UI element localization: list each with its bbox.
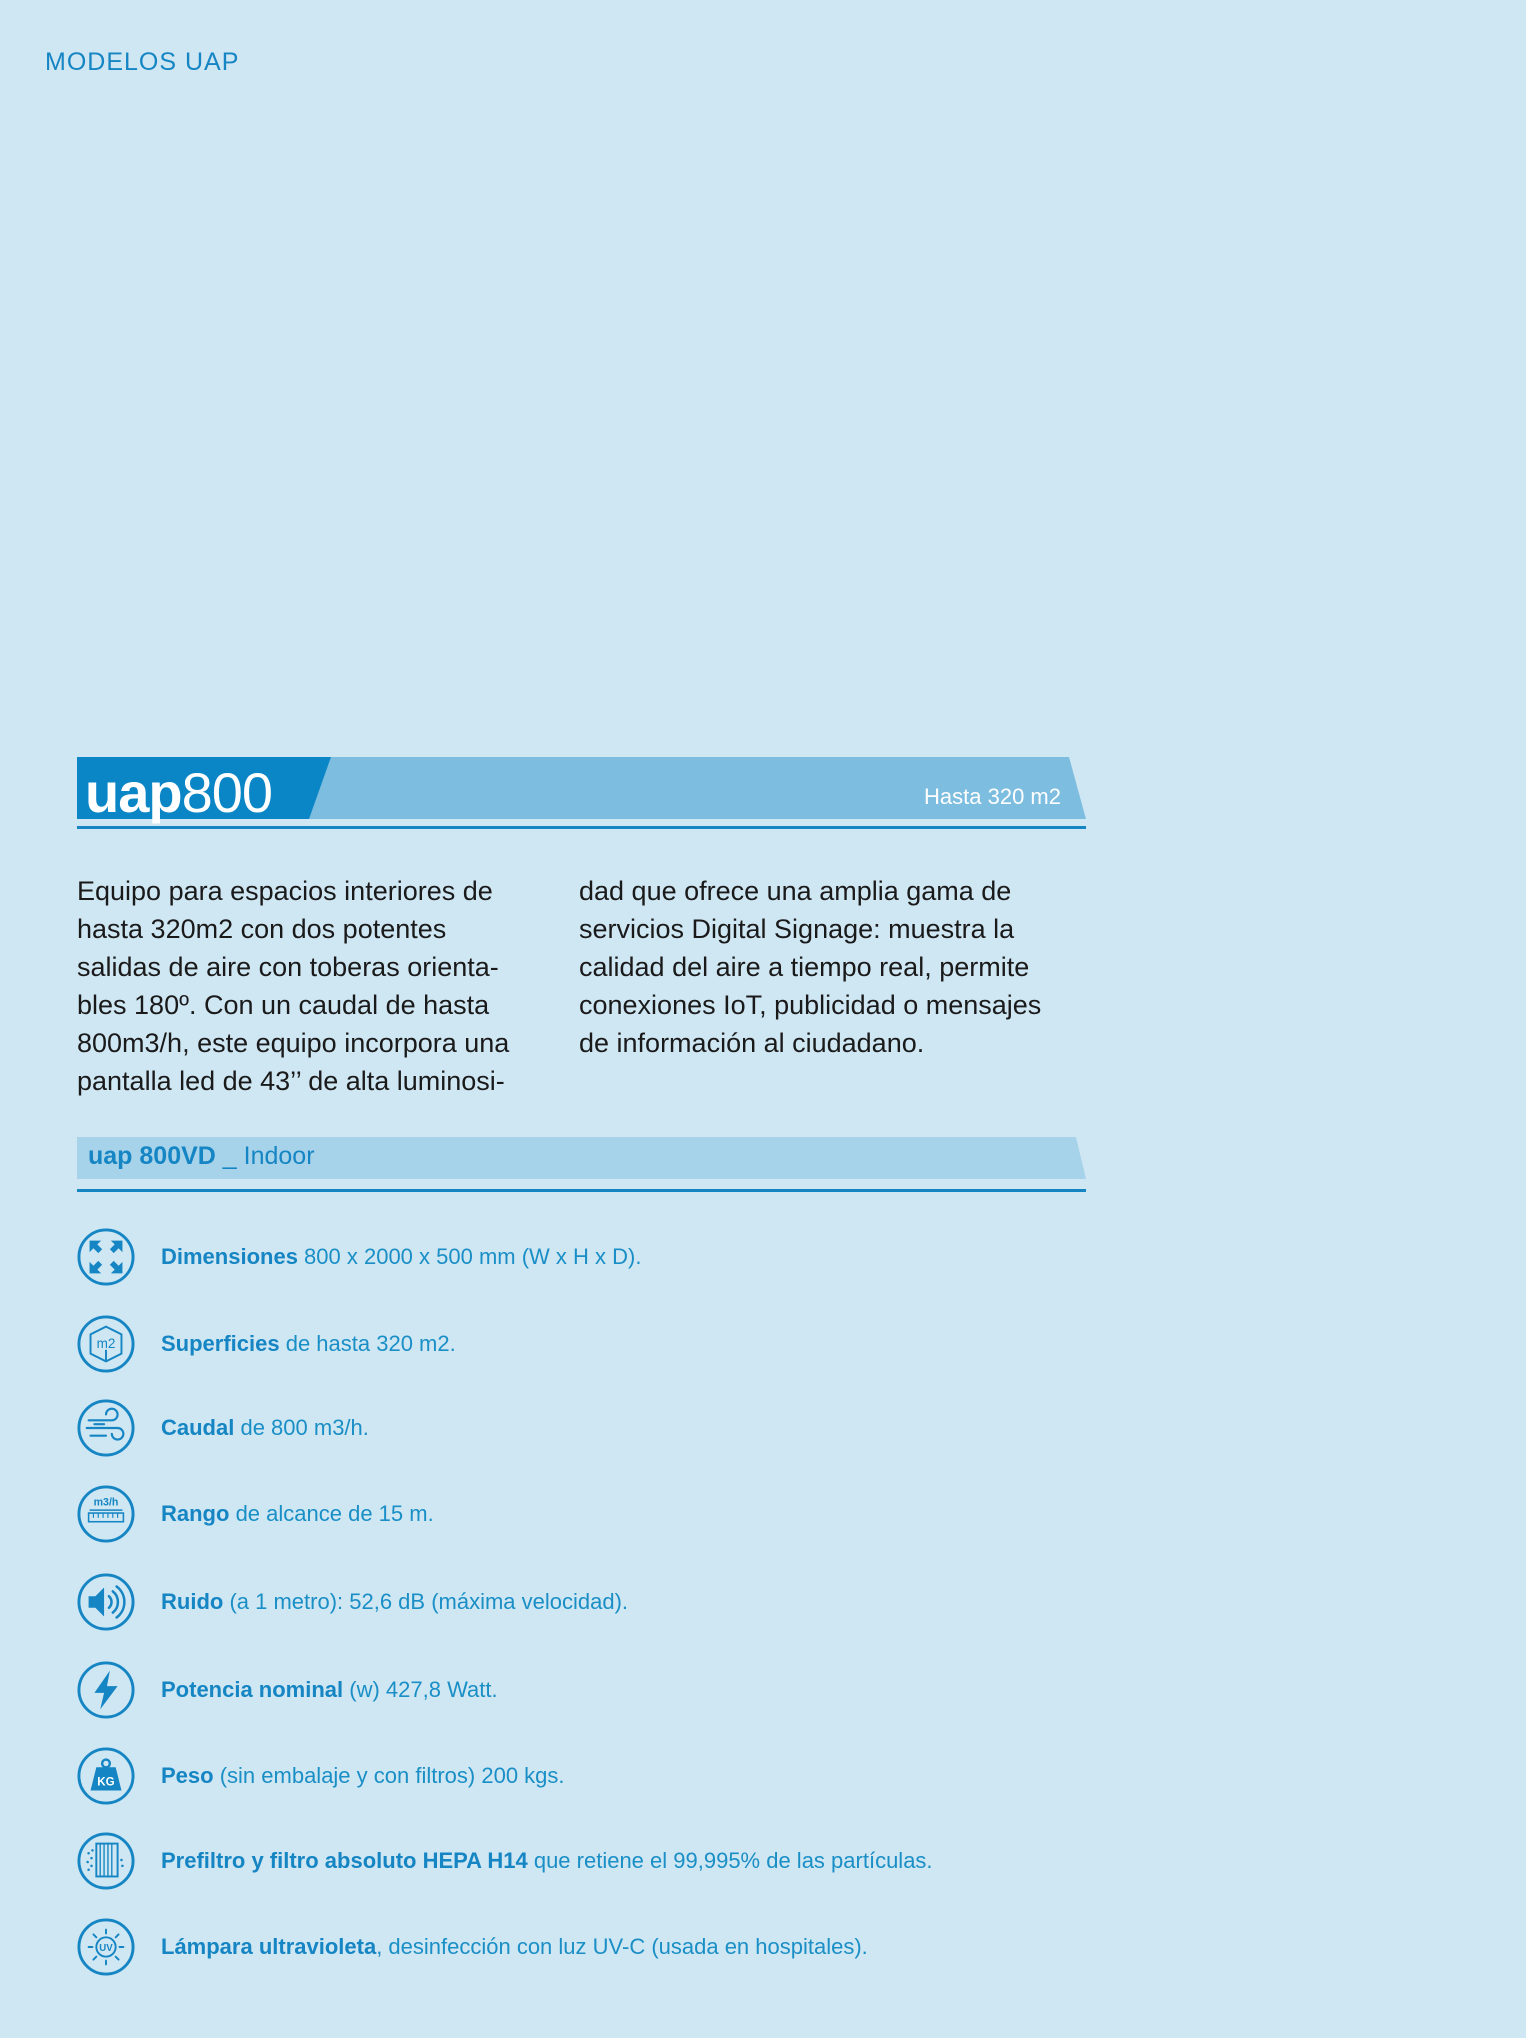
model-name-number: 800 bbox=[181, 761, 272, 824]
spec-label: Potencia nominal bbox=[161, 1677, 344, 1702]
spec-range bbox=[77, 1484, 434, 1544]
spec-text bbox=[161, 1244, 641, 1270]
icon-text: m3/h bbox=[93, 1496, 119, 1509]
variant-separator: _ bbox=[215, 1142, 244, 1170]
variant-rule bbox=[77, 1189, 1086, 1192]
spec-value: (a 1 metro): 52,6 dB (máxima velocidad). bbox=[223, 1589, 629, 1614]
desc-line: Equipo para espacios interiores de bbox=[77, 876, 493, 906]
description-column-1 bbox=[77, 872, 547, 1100]
spec-power bbox=[77, 1660, 498, 1720]
spec-label: Rango bbox=[161, 1501, 230, 1526]
description-column-2 bbox=[579, 872, 1079, 1062]
spec-value: 800 x 2000 x 500 mm (W x H x D). bbox=[297, 1244, 642, 1269]
desc-line: pantalla led de 43’’ de alta luminosi- bbox=[77, 1066, 505, 1096]
spec-text bbox=[161, 1331, 456, 1357]
spec-filter bbox=[77, 1831, 933, 1891]
lightning-power-icon bbox=[77, 1661, 135, 1719]
dimensions-arrows-icon bbox=[77, 1228, 135, 1286]
section-label: MODELOS UAP bbox=[45, 48, 240, 76]
spec-airflow bbox=[77, 1398, 369, 1458]
spec-weight bbox=[77, 1746, 565, 1806]
spec-label: Superficies bbox=[161, 1331, 280, 1356]
spec-label: Peso bbox=[161, 1763, 214, 1788]
spec-label: Ruido bbox=[161, 1589, 224, 1614]
spec-text bbox=[161, 1763, 565, 1789]
spec-label: Caudal bbox=[161, 1415, 235, 1440]
spec-surface bbox=[77, 1314, 456, 1374]
range-ruler-icon bbox=[77, 1485, 135, 1543]
desc-line: bles 180º. Con un caudal de hasta bbox=[77, 990, 490, 1020]
spec-text bbox=[161, 1677, 498, 1703]
spec-text bbox=[161, 1415, 369, 1441]
uv-lamp-icon bbox=[77, 1918, 135, 1976]
spec-value: , desinfección con luz UV-C (usada en hospitales). bbox=[376, 1934, 868, 1959]
model-name-bold: uap bbox=[85, 761, 182, 824]
desc-line: 800m3/h, este equipo incorpora una bbox=[77, 1028, 510, 1058]
variant-type: Indoor bbox=[243, 1142, 315, 1170]
desc-line: dad que ofrece una amplia gama de bbox=[579, 876, 1012, 906]
icon-text: KG bbox=[97, 1775, 115, 1789]
spec-text bbox=[161, 1589, 628, 1615]
spec-value: de alcance de 15 m. bbox=[229, 1501, 434, 1526]
spec-value: (sin embalaje y con filtros) 200 kgs. bbox=[213, 1763, 565, 1788]
icon-text: UV bbox=[99, 1942, 113, 1954]
spec-text bbox=[161, 1501, 434, 1527]
spec-label: Lámpara ultravioleta bbox=[161, 1934, 377, 1959]
desc-line: salidas de aire con toberas orienta- bbox=[77, 952, 499, 982]
spec-text bbox=[161, 1934, 868, 1960]
spec-dimensions bbox=[77, 1227, 641, 1287]
model-title bbox=[85, 758, 272, 828]
spec-label: Prefiltro y filtro absoluto HEPA H14 bbox=[161, 1848, 528, 1873]
spec-value: (w) 427,8 Watt. bbox=[343, 1677, 498, 1702]
spec-noise bbox=[77, 1572, 628, 1632]
spec-text bbox=[161, 1848, 933, 1874]
desc-line: hasta 320m2 con dos potentes bbox=[77, 914, 447, 944]
variant-code: uap 800VD bbox=[88, 1142, 216, 1170]
desc-line: conexiones IoT, publicidad o mensajes bbox=[579, 990, 1042, 1020]
spec-value: de 800 m3/h. bbox=[234, 1415, 369, 1440]
surface-m2-icon bbox=[77, 1315, 135, 1373]
desc-line: de información al ciudadano. bbox=[579, 1028, 925, 1058]
spec-value: que retiene el 99,995% de las partículas. bbox=[527, 1848, 933, 1873]
area-tag: Hasta 320 m2 bbox=[924, 784, 1061, 809]
desc-line: calidad del aire a tiempo real, permite bbox=[579, 952, 1030, 982]
icon-text: m2 bbox=[96, 1335, 116, 1351]
hepa-filter-icon bbox=[77, 1832, 135, 1890]
spec-uv-lamp bbox=[77, 1917, 868, 1977]
speaker-noise-icon bbox=[77, 1573, 135, 1631]
airflow-wind-icon bbox=[77, 1399, 135, 1457]
variant-title bbox=[88, 1142, 315, 1171]
spec-value: de hasta 320 m2. bbox=[279, 1331, 456, 1356]
spec-label: Dimensiones bbox=[161, 1244, 298, 1269]
header-rule bbox=[77, 826, 1086, 829]
desc-line: servicios Digital Signage: muestra la bbox=[579, 914, 1015, 944]
weight-kg-icon bbox=[77, 1747, 135, 1805]
